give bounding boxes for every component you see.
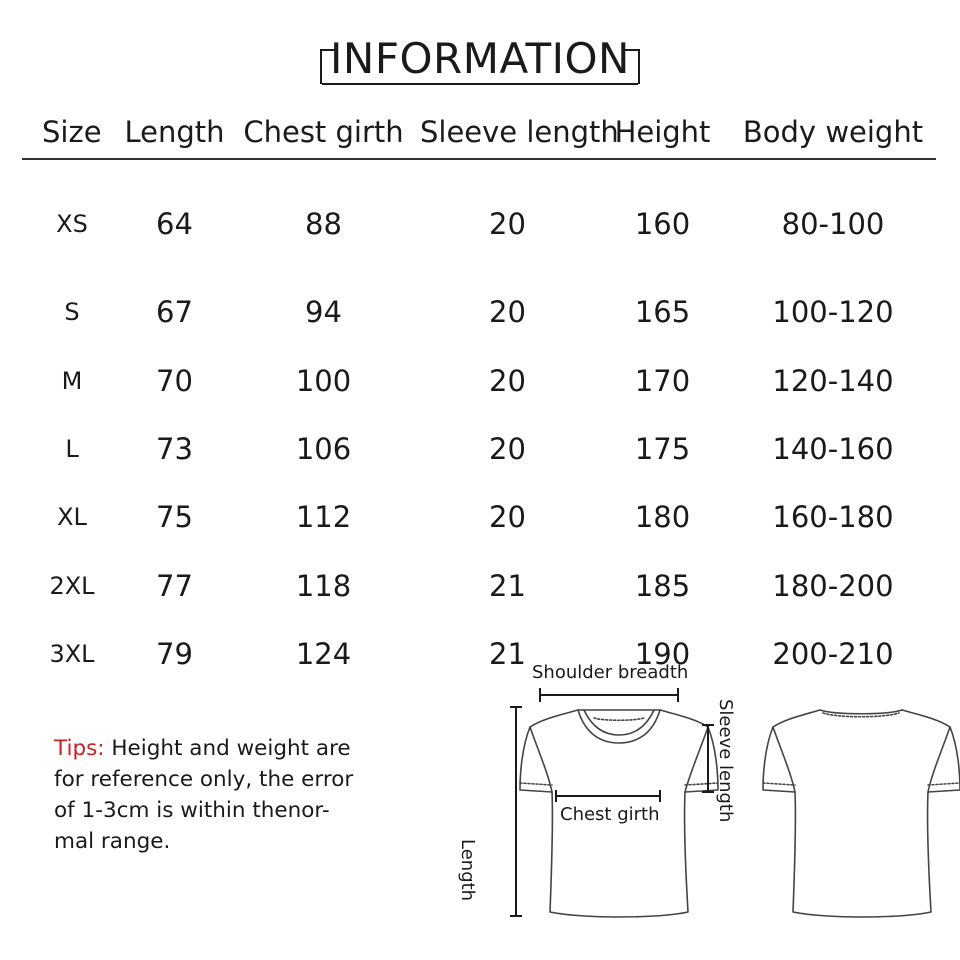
chest-girth-cell: 112 [295,500,352,535]
height-cell: 160 [634,207,691,241]
size-cell: M [61,366,83,395]
height-cell: 175 [634,431,691,466]
chest-girth-cell: 118 [295,568,352,603]
size-cell: 2XL [49,571,95,600]
height-cell: 180 [634,500,691,535]
tshirt-measurement-diagram [457,655,960,930]
column-header-sleeve-length: Sleeve length [420,108,595,159]
sleeve-length-cell: 20 [489,500,526,535]
length-cell: 75 [156,500,193,535]
sleeve-length-label: Sleeve length [715,699,736,823]
body-weight-cell: 100-120 [772,295,894,330]
table-row [22,552,936,620]
tips-note [54,733,354,857]
table-header-row [22,108,936,159]
size-cell: S [64,298,80,327]
length-cell: 73 [156,431,193,466]
sleeve-length-cell: 20 [489,431,526,466]
chest-girth-cell: 100 [295,363,352,398]
size-cell: XL [57,503,87,532]
table-row [22,415,936,483]
column-header-length: Length [122,108,227,159]
tips-text: Height and weight are for reference only, the error of 1-3cm is within thenor-mal range. [54,736,354,854]
sleeve-length-cell: 20 [489,295,526,330]
table-row [22,346,936,414]
column-header-body-weight: Body weight [730,108,936,159]
sleeve-length-cell: 21 [489,637,526,672]
column-header-size: Size [22,108,122,159]
page-title: INFORMATION [330,34,630,83]
body-weight-cell: 180-200 [772,568,894,603]
size-cell: 3XL [49,640,95,669]
chest-girth-label: Chest girth [560,804,660,825]
column-header-chest-girth: Chest girth [227,108,420,159]
body-weight-cell: 140-160 [772,431,894,466]
sleeve-length-cell: 20 [489,207,526,241]
size-chart-table [22,108,936,688]
table-row [22,483,936,551]
height-cell: 190 [634,637,691,672]
body-weight-cell: 160-180 [772,500,894,535]
title-block [0,30,960,90]
table-row [22,278,936,346]
length-cell: 64 [156,207,193,241]
table-row [22,159,936,278]
height-cell: 165 [634,295,691,330]
length-cell: 77 [156,568,193,603]
sleeve-length-cell: 20 [489,363,526,398]
chest-girth-cell: 88 [305,207,342,241]
shoulder-breadth-label: Shoulder breadth [532,662,689,683]
body-weight-cell: 120-140 [772,363,894,398]
sleeve-length-cell: 21 [489,568,526,603]
chest-girth-cell: 106 [295,431,352,466]
length-cell: 79 [156,637,193,672]
tips-label: Tips: [54,736,105,761]
height-cell: 185 [634,568,691,603]
length-cell: 70 [156,363,193,398]
length-label: Length [457,839,478,902]
body-weight-cell: 200-210 [772,637,894,672]
size-cell: XS [56,210,88,238]
height-cell: 170 [634,363,691,398]
body-weight-cell: 80-100 [781,207,885,241]
size-cell: L [65,434,79,463]
column-header-height: Height [595,108,730,159]
chest-girth-cell: 94 [305,295,342,330]
chest-girth-cell: 124 [295,637,352,672]
length-cell: 67 [156,295,193,330]
